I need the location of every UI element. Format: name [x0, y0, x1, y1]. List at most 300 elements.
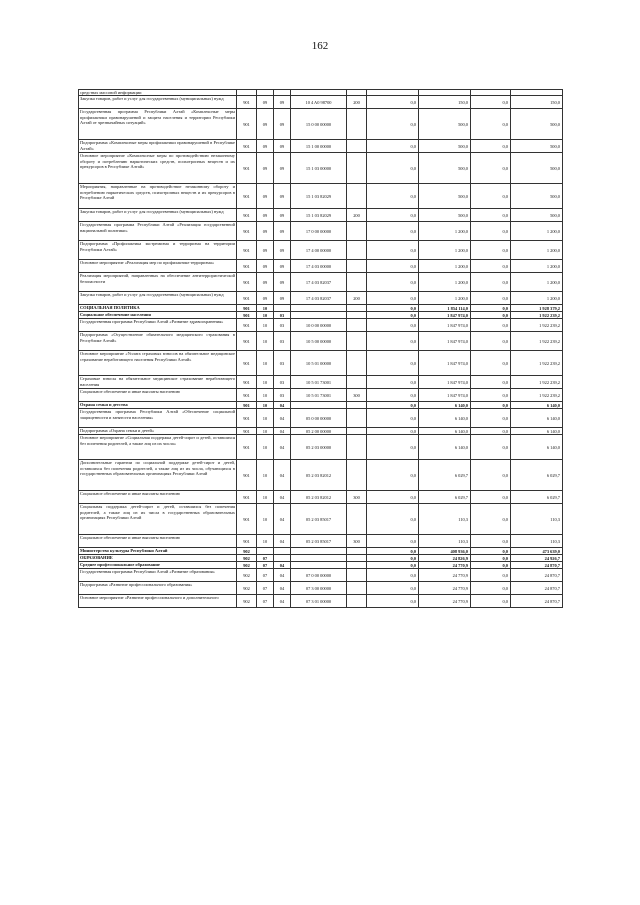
value-3: 0,0 [471, 96, 511, 109]
value-1: 0,0 [367, 376, 419, 389]
table-row [79, 109, 563, 140]
value-1: 0,0 [367, 305, 419, 312]
subsection-code: 04 [274, 409, 291, 428]
table-row [79, 435, 563, 460]
value-2: 1 200,0 [419, 222, 471, 241]
value-2: 1 847 974,0 [419, 351, 471, 376]
expense-type [347, 409, 367, 428]
row-name: СОЦИАЛЬНАЯ ПОЛИТИКА [79, 305, 237, 312]
table-row [79, 562, 563, 569]
subsection-code: 04 [274, 569, 291, 582]
target-article: 10 5 01 73001 [291, 389, 347, 402]
subsection-code: 09 [274, 109, 291, 140]
target-article [291, 548, 347, 555]
value-1: 0,0 [367, 402, 419, 409]
table-row [79, 209, 563, 222]
value-2: 1 847 974,0 [419, 312, 471, 319]
value-4: 24 870,7 [511, 569, 563, 582]
section-code: 09 [257, 209, 274, 222]
table-row [79, 389, 563, 402]
row-name: Государственная программа Республики Алтай «Развитие здравоохранения» [79, 319, 237, 332]
value-2: 1 200,0 [419, 273, 471, 292]
section-code: 10 [257, 491, 274, 504]
value-3: 0,0 [471, 376, 511, 389]
ministry-code: 901 [237, 535, 257, 548]
subsection-code: 04 [274, 504, 291, 535]
value-4: 6 140,0 [511, 409, 563, 428]
value-3: 0,0 [471, 569, 511, 582]
table-row [79, 569, 563, 582]
target-article: 17 4 03 82037 [291, 292, 347, 305]
section-code: 09 [257, 292, 274, 305]
value-3: 0,0 [471, 562, 511, 569]
expense-type [347, 504, 367, 535]
table-row [79, 504, 563, 535]
value-1: 0,0 [367, 140, 419, 153]
row-name: Охрана семьи и детства [79, 402, 237, 409]
subsection-code: 09 [274, 292, 291, 305]
ministry-code: 901 [237, 376, 257, 389]
expense-type [347, 460, 367, 491]
subsection-code: 03 [274, 319, 291, 332]
row-name: Министерство культуры Республики Алтай [79, 548, 237, 555]
table-row [79, 332, 563, 351]
value-4: 1 922 239,2 [511, 312, 563, 319]
section-code: 07 [257, 562, 274, 569]
ministry-code: 902 [237, 569, 257, 582]
subsection-code: 04 [274, 491, 291, 504]
subsection-code: 04 [274, 582, 291, 595]
table-row [79, 402, 563, 409]
expense-type [347, 376, 367, 389]
value-4: 500,0 [511, 153, 563, 184]
subsection-code: 09 [274, 260, 291, 273]
expense-type [347, 222, 367, 241]
target-article: 05 2 03 85017 [291, 504, 347, 535]
value-2: 1 854 114,0 [419, 305, 471, 312]
value-1: 0,0 [367, 582, 419, 595]
value-2: 500,0 [419, 209, 471, 222]
section-code: 07 [257, 595, 274, 608]
value-4: 500,0 [511, 209, 563, 222]
table-row [79, 140, 563, 153]
row-name: Социальное обеспечение и иные выплаты населению [79, 491, 237, 504]
expense-type [347, 582, 367, 595]
target-article [291, 305, 347, 312]
value-4: 1 922 239,2 [511, 319, 563, 332]
value-2: 24 770,9 [419, 562, 471, 569]
value-3: 0,0 [471, 260, 511, 273]
table-row [79, 153, 563, 184]
section-code: 10 [257, 402, 274, 409]
ministry-code: 901 [237, 460, 257, 491]
section-code: 07 [257, 569, 274, 582]
value-2: 6 029,7 [419, 460, 471, 491]
subsection-code: 04 [274, 402, 291, 409]
subsection-code: 03 [274, 312, 291, 319]
expense-type [347, 305, 367, 312]
value-4: 1 928 379,2 [511, 305, 563, 312]
value-3: 0,0 [471, 184, 511, 209]
ministry-code: 901 [237, 241, 257, 260]
ministry-code: 901 [237, 184, 257, 209]
value-4: 500,0 [511, 184, 563, 209]
ministry-code: 901 [237, 389, 257, 402]
value-3: 0,0 [471, 460, 511, 491]
row-name: Среднее профессиональное образование [79, 562, 237, 569]
value-3: 0,0 [471, 351, 511, 376]
value-2: 1 200,0 [419, 292, 471, 305]
section-code: 07 [257, 582, 274, 595]
value-4: 1 200,0 [511, 241, 563, 260]
ministry-code: 901 [237, 312, 257, 319]
value-3: 0,0 [471, 222, 511, 241]
row-name: Основное мероприятие «Реализация мер по профилактике терроризма» [79, 260, 237, 273]
expense-type [347, 562, 367, 569]
row-name: Государственная программа Республики Алтай «Обеспечение социальной защищенности и занятости населения» [79, 409, 237, 428]
ministry-code: 901 [237, 435, 257, 460]
value-3: 0,0 [471, 241, 511, 260]
subsection-code: 09 [274, 222, 291, 241]
value-3: 0,0 [471, 491, 511, 504]
value-4: 1 200,0 [511, 222, 563, 241]
subsection-code: 03 [274, 351, 291, 376]
expense-type: 300 [347, 491, 367, 504]
value-2: 500,0 [419, 109, 471, 140]
value-1: 0,0 [367, 460, 419, 491]
target-article [291, 312, 347, 319]
value-1: 0,0 [367, 273, 419, 292]
target-article: 05 2 03 00000 [291, 435, 347, 460]
subsection-code: 09 [274, 273, 291, 292]
row-name: Закупка товаров, работ и услуг для государственных (муниципальных) нужд [79, 96, 237, 109]
value-2: 6 140,0 [419, 402, 471, 409]
row-name: Государственная программа Республики Алтай «Развитие образования» [79, 569, 237, 582]
table-row [79, 409, 563, 428]
value-2: 150,0 [419, 96, 471, 109]
section-code: 10 [257, 305, 274, 312]
ministry-code: 902 [237, 548, 257, 555]
value-1: 0,0 [367, 319, 419, 332]
value-2: 408 936,0 [419, 548, 471, 555]
row-name: Мероприятия, направленные на противодействие незаконному обороту и потреблению наркотических средств, психотропных веществ и их прекурсоров в Республике Алтай [79, 184, 237, 209]
ministry-code: 901 [237, 96, 257, 109]
value-4: 110,3 [511, 535, 563, 548]
value-3: 0,0 [471, 273, 511, 292]
value-1: 0,0 [367, 260, 419, 273]
value-2: 1 847 974,0 [419, 376, 471, 389]
section-code [257, 548, 274, 555]
row-name: Основное мероприятие «Уплата страховых взносов на обязательное медицинское страхование неработающего населения Республики Алтай» [79, 351, 237, 376]
row-name: Подпрограмма «Охрана семьи и детей» [79, 428, 237, 435]
target-article: 05 0 00 00000 [291, 409, 347, 428]
value-1: 0,0 [367, 504, 419, 535]
row-name: Подпрограмма «Развитие профессионального образования» [79, 582, 237, 595]
section-code: 09 [257, 273, 274, 292]
value-1: 0,0 [367, 96, 419, 109]
target-article: 05 2 03 82012 [291, 460, 347, 491]
value-2: 110,3 [419, 504, 471, 535]
ministry-code: 901 [237, 332, 257, 351]
subsection-code: 09 [274, 241, 291, 260]
row-name: Социальное обеспечение и иные выплаты населению [79, 535, 237, 548]
value-3: 0,0 [471, 319, 511, 332]
page-number: 162 [311, 40, 329, 52]
section-code: 09 [257, 260, 274, 273]
target-article: 07 0 00 00000 [291, 569, 347, 582]
section-code: 09 [257, 241, 274, 260]
section-code: 09 [257, 184, 274, 209]
value-1: 0,0 [367, 109, 419, 140]
ministry-code: 901 [237, 491, 257, 504]
budget-table [78, 89, 563, 608]
expense-type [347, 273, 367, 292]
value-1: 0,0 [367, 435, 419, 460]
value-3: 0,0 [471, 435, 511, 460]
section-code: 10 [257, 319, 274, 332]
subsection-code: 09 [274, 96, 291, 109]
target-article: 07 3 00 00000 [291, 582, 347, 595]
value-1: 0,0 [367, 209, 419, 222]
target-article [291, 555, 347, 562]
ministry-code: 901 [237, 428, 257, 435]
value-4: 1 200,0 [511, 292, 563, 305]
ministry-code: 901 [237, 402, 257, 409]
table-row [79, 582, 563, 595]
row-name: Закупка товаров, работ и услуг для государственных (муниципальных) нужд [79, 209, 237, 222]
value-2: 24 770,9 [419, 595, 471, 608]
value-1: 0,0 [367, 241, 419, 260]
value-1: 0,0 [367, 535, 419, 548]
table-row [79, 273, 563, 292]
table-row [79, 319, 563, 332]
section-code: 09 [257, 109, 274, 140]
expense-type [347, 332, 367, 351]
value-2: 24 770,9 [419, 582, 471, 595]
section-code: 09 [257, 140, 274, 153]
table-row [79, 491, 563, 504]
value-2: 500,0 [419, 140, 471, 153]
value-1: 0,0 [367, 569, 419, 582]
row-name: Реализация мероприятий, направленных на обеспечение антитеррористической безопасности [79, 273, 237, 292]
section-code: 10 [257, 460, 274, 491]
row-name: Подпрограмма «Комплексные меры профилактики правонарушений в Республике Алтай» [79, 140, 237, 153]
section-code: 10 [257, 312, 274, 319]
subsection-code: 09 [274, 140, 291, 153]
row-name: средствах массовой информации [79, 90, 237, 96]
ministry-code: 901 [237, 319, 257, 332]
value-4: 473 639,0 [511, 548, 563, 555]
subsection-code: 09 [274, 184, 291, 209]
value-2: 24 770,9 [419, 569, 471, 582]
row-name: Основное мероприятие «Развитие профессионального и дополнительного [79, 595, 237, 608]
section-code: 10 [257, 351, 274, 376]
value-1: 0,0 [367, 332, 419, 351]
value-1: 0,0 [367, 491, 419, 504]
table-row [79, 535, 563, 548]
value-4: 1 200,0 [511, 260, 563, 273]
target-article [291, 402, 347, 409]
subsection-code: 09 [274, 153, 291, 184]
value-1: 0,0 [367, 184, 419, 209]
table-row [79, 292, 563, 305]
value-3: 0,0 [471, 548, 511, 555]
value-2: 110,3 [419, 535, 471, 548]
expense-type [347, 435, 367, 460]
value-3: 0,0 [471, 389, 511, 402]
section-code: 10 [257, 428, 274, 435]
table-row [79, 460, 563, 491]
value-4: 1 922 239,2 [511, 351, 563, 376]
row-name: Закупка товаров, работ и услуг для государственных (муниципальных) нужд [79, 292, 237, 305]
target-article: 17 4 03 00000 [291, 260, 347, 273]
subsection-code: 04 [274, 562, 291, 569]
value-4: 24 870,7 [511, 582, 563, 595]
table-row [79, 305, 563, 312]
row-name: ОБРАЗОВАНИЕ [79, 555, 237, 562]
expense-type [347, 595, 367, 608]
subsection-code: 03 [274, 389, 291, 402]
expense-type [347, 428, 367, 435]
value-3: 0,0 [471, 535, 511, 548]
value-3: 0,0 [471, 402, 511, 409]
section-code: 10 [257, 435, 274, 460]
target-article: 15 1 00 00000 [291, 140, 347, 153]
target-article: 10 5 01 73001 [291, 376, 347, 389]
value-1: 0,0 [367, 548, 419, 555]
value-4: 6 029,7 [511, 460, 563, 491]
value-3: 0,0 [471, 153, 511, 184]
expense-type: 300 [347, 535, 367, 548]
value-1: 0,0 [367, 389, 419, 402]
value-2: 6 140,0 [419, 435, 471, 460]
value-1: 0,0 [367, 312, 419, 319]
subsection-code: 04 [274, 428, 291, 435]
subsection-code: 03 [274, 332, 291, 351]
subsection-code: 03 [274, 376, 291, 389]
expense-type [347, 184, 367, 209]
value-3: 0,0 [471, 209, 511, 222]
expense-type [347, 402, 367, 409]
expense-type: 300 [347, 389, 367, 402]
value-2: 1 847 974,0 [419, 319, 471, 332]
ministry-code: 901 [237, 292, 257, 305]
value-2: 500,0 [419, 153, 471, 184]
row-name: Страховые взносы на обязательное медицинское страхование неработающего населения [79, 376, 237, 389]
subsection-code: 09 [274, 209, 291, 222]
value-3: 0,0 [471, 140, 511, 153]
target-article: 15 1 03 82029 [291, 184, 347, 209]
row-name: Основное мероприятие «Социальная поддержка детей-сирот и детей, оставшихся без попечения родителей, а также лиц из их числа» [79, 435, 237, 460]
table-row [79, 351, 563, 376]
value-3: 0,0 [471, 109, 511, 140]
section-code: 10 [257, 376, 274, 389]
subsection-code [274, 555, 291, 562]
table-row [79, 376, 563, 389]
expense-type [347, 153, 367, 184]
table-row [79, 222, 563, 241]
target-article: 10 0 00 00000 [291, 319, 347, 332]
section-code: 10 [257, 535, 274, 548]
ministry-code: 901 [237, 109, 257, 140]
ministry-code: 901 [237, 409, 257, 428]
subsection-code: 04 [274, 595, 291, 608]
expense-type [347, 312, 367, 319]
value-2: 1 200,0 [419, 260, 471, 273]
ministry-code: 902 [237, 562, 257, 569]
expense-type [347, 241, 367, 260]
subsection-code: 04 [274, 535, 291, 548]
target-article: 10 5 00 00000 [291, 332, 347, 351]
ministry-code: 901 [237, 351, 257, 376]
value-3: 0,0 [471, 428, 511, 435]
ministry-code: 901 [237, 305, 257, 312]
section-code: 07 [257, 555, 274, 562]
value-4: 1 922 239,2 [511, 389, 563, 402]
value-4: 110,3 [511, 504, 563, 535]
ministry-code: 902 [237, 555, 257, 562]
target-article: 15 0 00 00000 [291, 109, 347, 140]
expense-type [347, 109, 367, 140]
table-body [79, 90, 563, 608]
expense-type: 200 [347, 209, 367, 222]
row-name: Социальное обеспечение и иные выплаты населению [79, 389, 237, 402]
section-code: 10 [257, 332, 274, 351]
value-1: 0,0 [367, 292, 419, 305]
target-article: 17 4 00 00000 [291, 241, 347, 260]
expense-type [347, 555, 367, 562]
ministry-code: 902 [237, 595, 257, 608]
table-row [79, 241, 563, 260]
row-name: Подпрограмма «Профилактика экстремизма и терроризма на территории Республики Алтай» [79, 241, 237, 260]
ministry-code: 901 [237, 504, 257, 535]
value-1: 0,0 [367, 428, 419, 435]
target-article: 15 1 03 00000 [291, 153, 347, 184]
section-code: 09 [257, 222, 274, 241]
value-4: 6 140,0 [511, 435, 563, 460]
target-article: 05 2 03 85017 [291, 535, 347, 548]
value-1: 0,0 [367, 562, 419, 569]
row-name: Социальная поддержка детей-сирот и детей, оставшихся без попечения родителей, а также лиц из их числа в государственных образовательных организациях Республики Алтай [79, 504, 237, 535]
section-code: 10 [257, 389, 274, 402]
ministry-code: 902 [237, 582, 257, 595]
expense-type: 200 [347, 96, 367, 109]
value-4: 24 870,7 [511, 595, 563, 608]
target-article: 07 3 01 00000 [291, 595, 347, 608]
value-2: 6 029,7 [419, 491, 471, 504]
section-code: 09 [257, 96, 274, 109]
expense-type [347, 319, 367, 332]
expense-type [347, 351, 367, 376]
value-4: 500,0 [511, 109, 563, 140]
value-3: 0,0 [471, 292, 511, 305]
row-name: Государственная программа Республики Алтай «Реализация государственной национальной политики» [79, 222, 237, 241]
value-1: 0,0 [367, 222, 419, 241]
target-article: 17 4 03 82037 [291, 273, 347, 292]
section-code: 09 [257, 153, 274, 184]
expense-type [347, 140, 367, 153]
value-2: 6 140,0 [419, 428, 471, 435]
value-3: 0,0 [471, 312, 511, 319]
table-row [79, 260, 563, 273]
value-3: 0,0 [471, 409, 511, 428]
target-article [291, 562, 347, 569]
ministry-code: 901 [237, 209, 257, 222]
value-2: 1 847 974,0 [419, 389, 471, 402]
value-3: 0,0 [471, 595, 511, 608]
value-2: 1 200,0 [419, 241, 471, 260]
value-3: 0,0 [471, 582, 511, 595]
